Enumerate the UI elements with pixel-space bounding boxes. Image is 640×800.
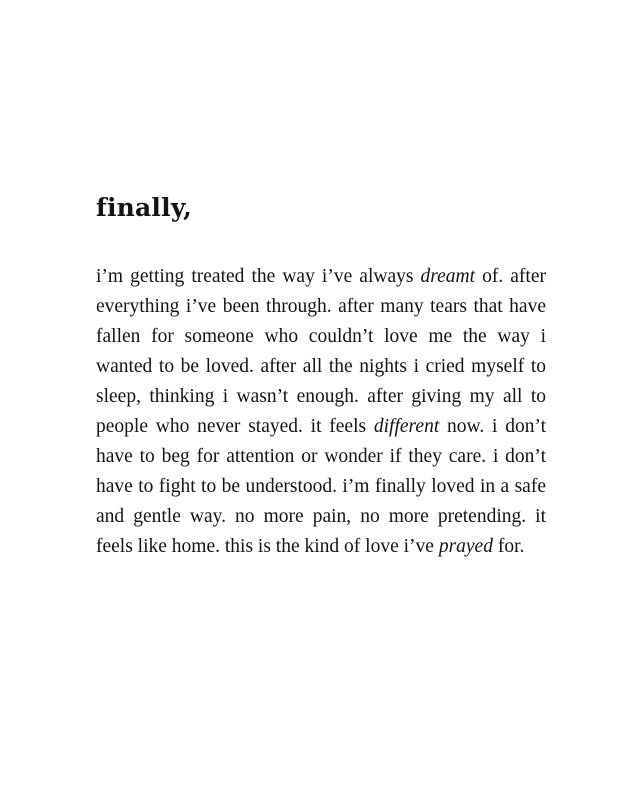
body-segment: i’m getting treated the way i’ve always [96, 266, 421, 287]
emphasis-prayed: prayed [438, 536, 493, 557]
poem-body [96, 262, 546, 562]
body-segment: now. i don’t have to beg for attention or wonder if they care. i don’t have to fight to be understood. i’m finally loved in a safe and gentle way. no more pain, no more pretending. it feels like home. this is the kind of love i’ve [96, 416, 547, 557]
body-segment: for. [492, 536, 525, 557]
poem-title: finally, [96, 193, 193, 222]
emphasis-dreamt: dreamt [420, 266, 476, 287]
body-segment: of. after everything i’ve been through. after many tears that have fallen for someone who couldn’t love me the way i wanted to be loved. after all the nights i cried myself to sleep, thinking i wasn’t enough. after giving my all to people who never stayed. it feels [96, 266, 546, 437]
emphasis-different: different [373, 416, 440, 437]
